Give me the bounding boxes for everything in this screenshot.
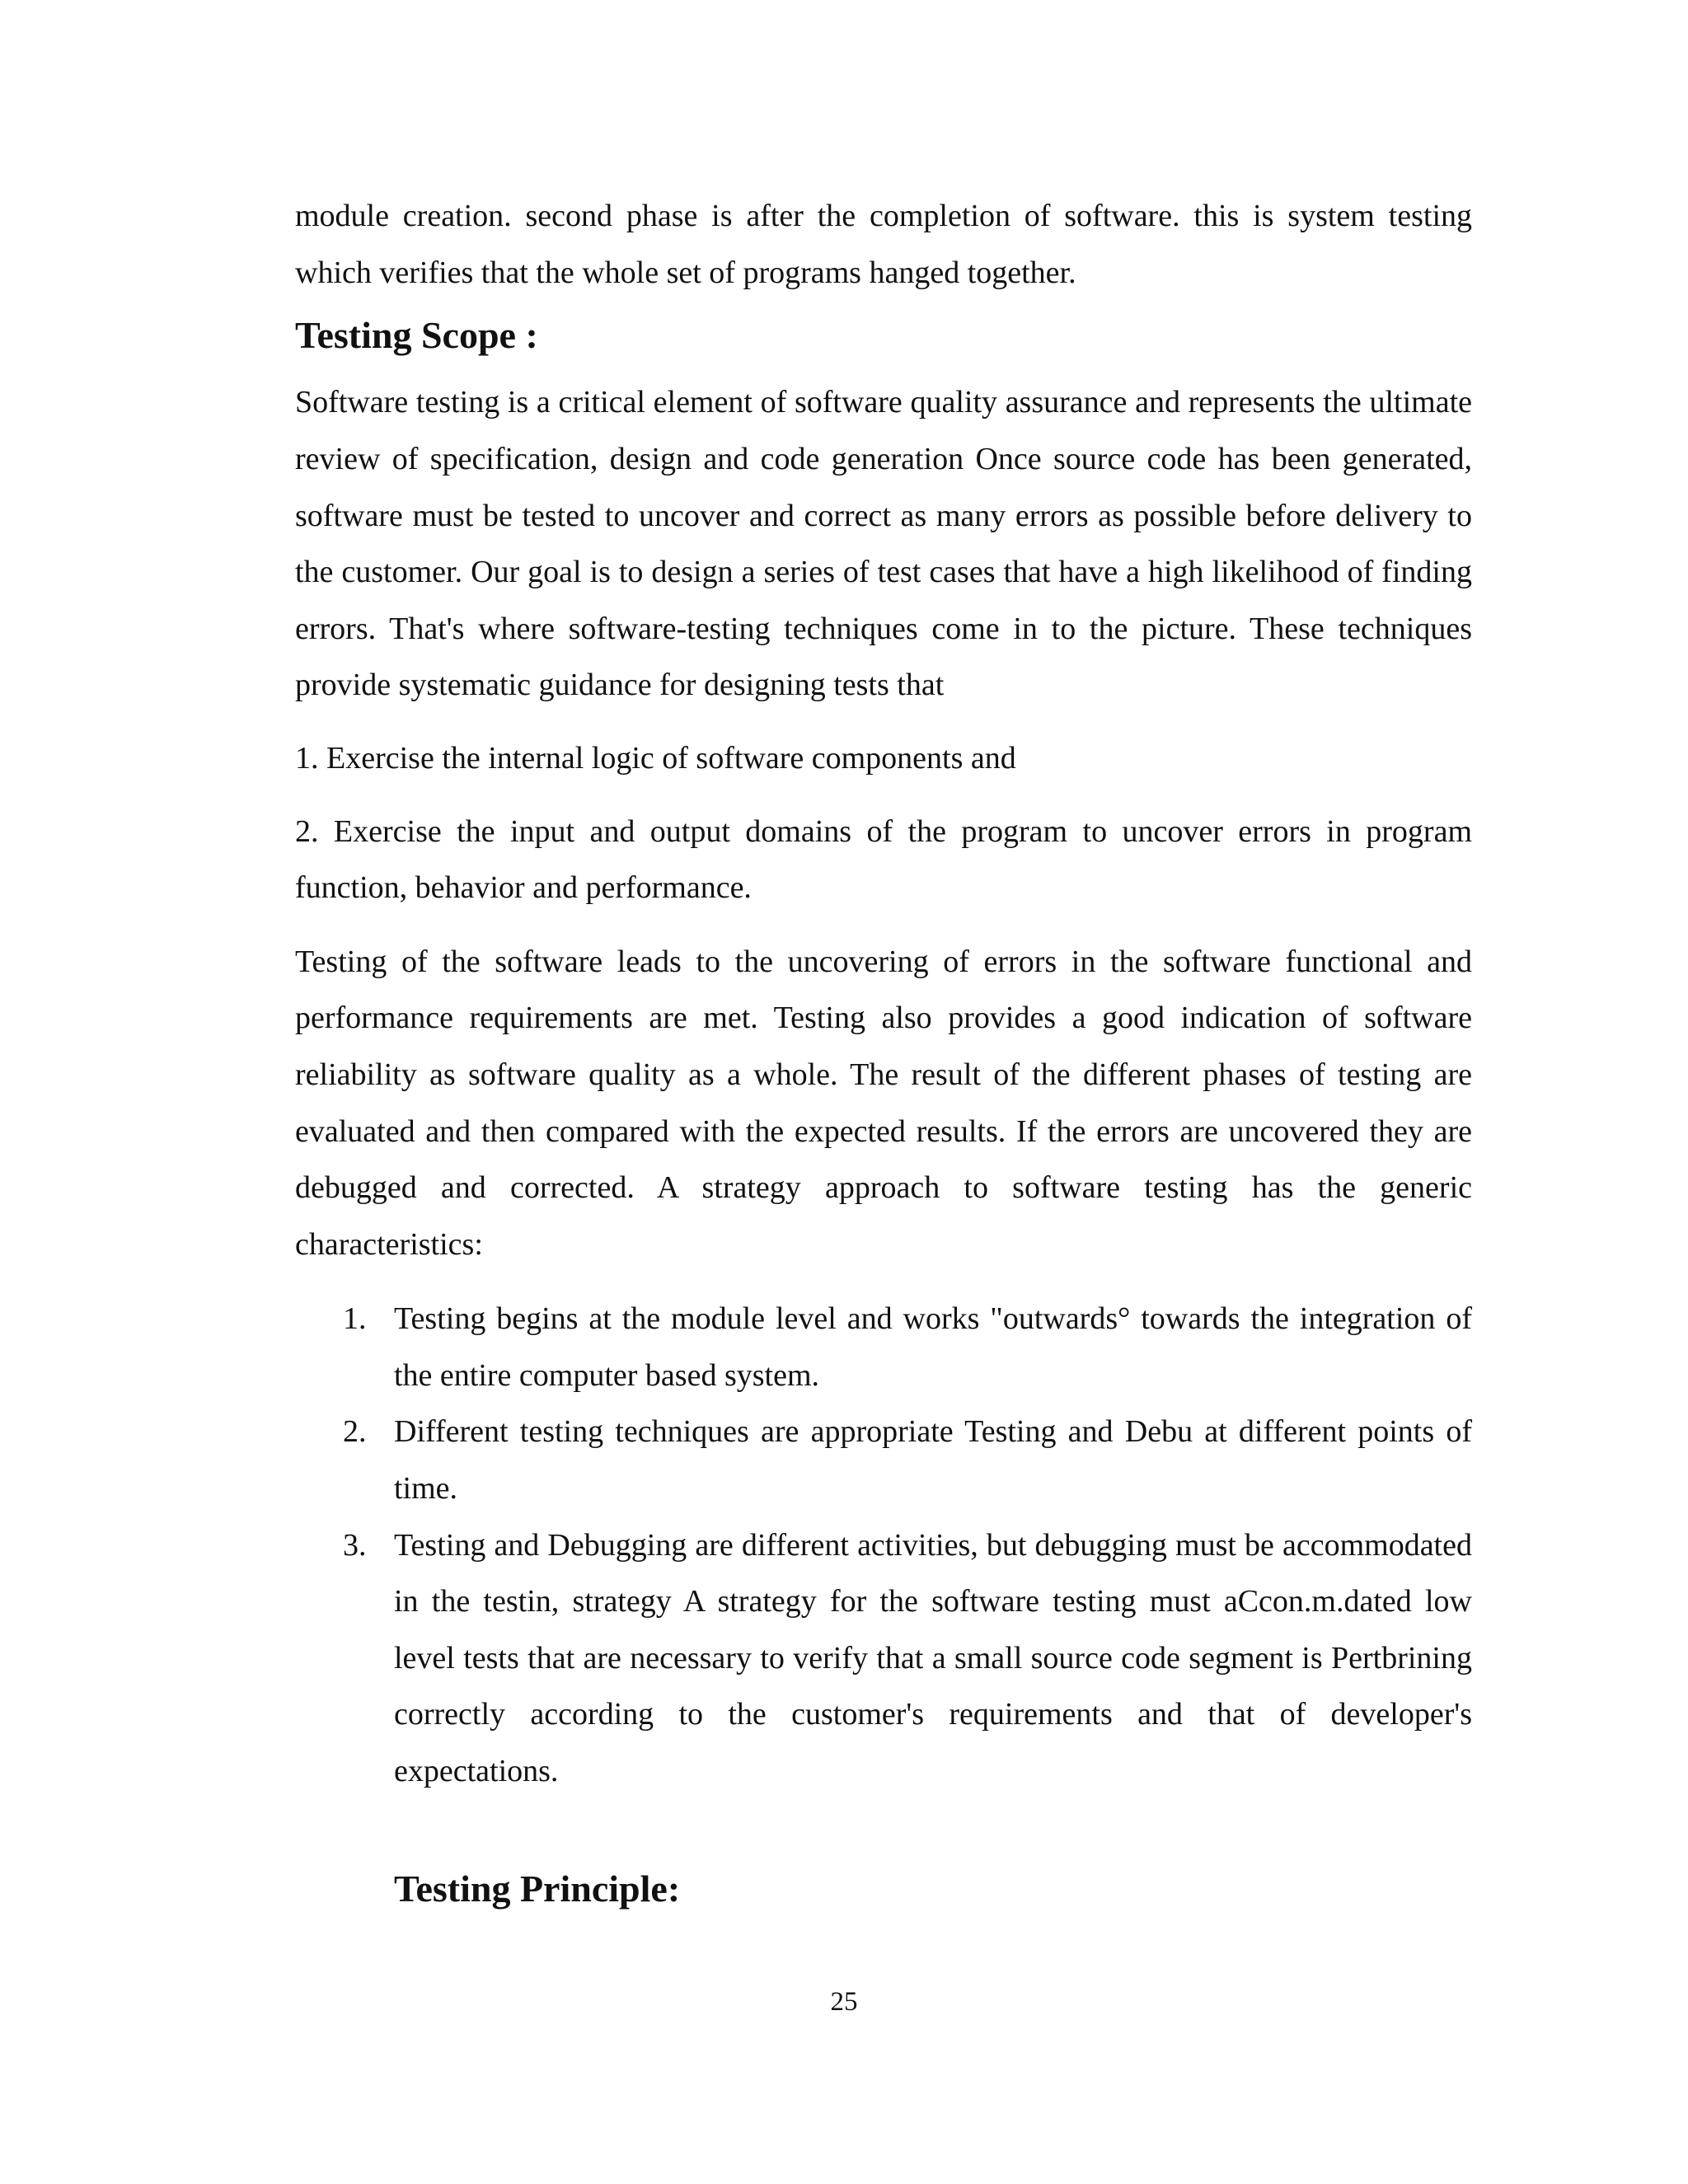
page-number: 25 <box>830 1987 858 2017</box>
list-item <box>295 1517 1472 1800</box>
list-item <box>295 1404 1472 1516</box>
list-item-number: 3. <box>343 1527 367 1563</box>
list-item-text: Different testing techniques are appropriate Testing and Debu at different points of time. <box>394 1414 1472 1507</box>
testing-scope-heading: Testing Scope : <box>295 314 538 357</box>
list-item-text: Testing and Debugging are different activities, but debugging must be accommodated in the testin, strategy A strategy for the software testing must aCcon.m.dated low level tests that are necessary to verify that a small source code segment is Pertbrining correctly according to the customer's requirements and that of developer's expectations. <box>394 1527 1472 1789</box>
characteristics-list <box>295 1291 1472 1799</box>
list-item-number: 1. <box>343 1301 367 1337</box>
list-item-text: Testing begins at the module level and works "outwards° towards the integration of the entire computer based system. <box>394 1301 1472 1393</box>
testing-principle-heading: Testing Principle: <box>394 1867 681 1910</box>
results-paragraph: Testing of the software leads to the uncovering of errors in the software functional and performance requirements are met. Testing also provides a good indication of software reliability as software quality as a whole. The result of the different phases of testing are evaluated and then compared with the expected results. If the errors are uncovered they are debugged and corrected. A strategy approach to software testing has the generic characteristics: <box>295 944 1472 1262</box>
page-body <box>295 188 1472 1911</box>
guidance-item-1: 1. Exercise the internal logic of software components and <box>295 740 1016 776</box>
scope-paragraph: Software testing is a critical element of software quality assurance and represents the ultimate review of specification, design and code generation Once source code has been generated, software must be tested to uncover and correct as many errors as possible before delivery to the customer. Our goal is to design a series of test cases that have a high likelihood of finding errors. That's where software-testing techniques come in to the picture. These techniques provide systematic guidance for designing tests that <box>295 385 1472 703</box>
list-item <box>295 1291 1472 1404</box>
list-item-number: 2. <box>343 1414 367 1450</box>
intro-paragraph: module creation. second phase is after the completion of software. this is system testing which verifies that the whole set of programs hanged together. <box>295 199 1472 290</box>
guidance-item-2: 2. Exercise the input and output domains of the program to uncover errors in program function, behavior and performance. <box>295 813 1472 906</box>
